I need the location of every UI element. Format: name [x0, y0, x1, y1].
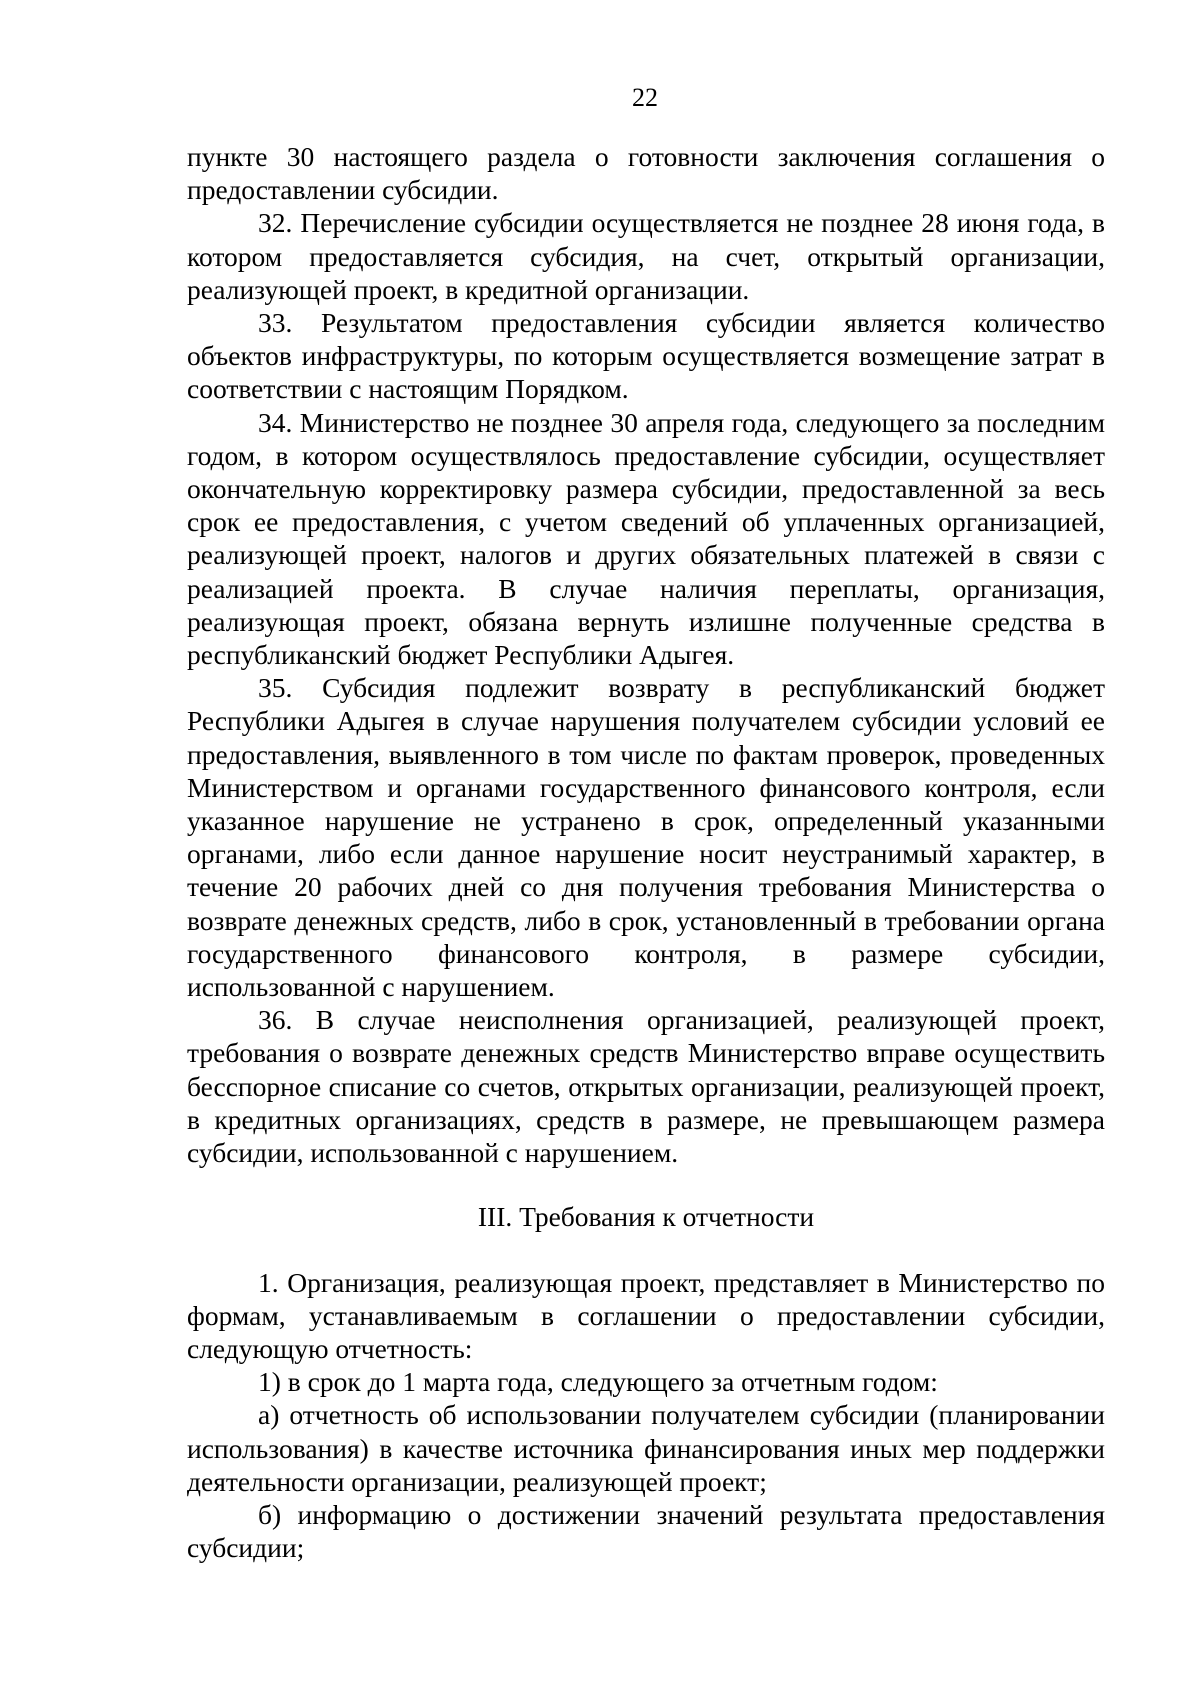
document-body: [187, 140, 1105, 1564]
section-heading: III. Требования к отчетности: [477, 1201, 815, 1233]
paragraph-31-continuation: пункте 30 настоящего раздела о готовности заключения соглашения о предоставлении субсидии.: [187, 141, 1105, 206]
section-paragraph-1-1-b: б) информацию о достижении значений результата предоставления субсидии;: [187, 1498, 1105, 1564]
paragraph-32: 32. Перечисление субсидии осуществляется не позднее 28 июня года, в котором предоставляется субсидия, на счет, открытый организации, реализующей проект, в кредитной организации.: [187, 207, 1105, 305]
section-paragraph-1-1: 1) в срок до 1 марта года, следующего за отчетным годом:: [258, 1366, 938, 1398]
section-paragraph-1: 1. Организация, реализующая проект, представляет в Министерство по формам, устанавливаемым в соглашении о предоставлении субсидии, следующую отчетность:: [187, 1266, 1105, 1364]
paragraph-35: 35. Субсидия подлежит возврату в республиканский бюджет Республики Адыгея в случае нарушения получателем субсидии условий ее предоставления, выявленного в том числе по фактам проверок, проведенных Министерством и органами государственного финансового контроля, если указанное нарушение не устранено в срок, определенный указанными органами, либо если данное нарушение носит неустранимый характер, в течение 20 рабочих дней со дня получения требования Министерства о возврате денежных средств, либо в срок, установленный в требовании органа государственного финансового контроля, в размере субсидии, использованной с нарушением.: [187, 672, 1105, 1003]
paragraph-34: 34. Министерство не позднее 30 апреля года, следующего за последним годом, в котором осуществлялось предоставление субсидии, осуществляет окончательную корректировку размера субсидии, предоставленной за весь срок ее предоставления, с учетом сведений об уплаченных организацией, реализующей проект, налогов и других обязательных платежей в связи с реализацией проекта. В случае наличия переплаты, организация, реализующая проект, обязана вернуть излишне полученные средства в республиканский бюджет Республики Адыгея.: [187, 406, 1105, 671]
paragraph-36: 36. В случае неисполнения организацией, реализующей проект, требования о возврате денежных средств Министерство вправе осуществить бесспорное списание со счетов, открытых организации, реализующей проект, в кредитных организациях, средств в размере, не превышающем размера субсидии, использованной с нарушением.: [187, 1004, 1105, 1169]
section-paragraph-1-1-a: а) отчетность об использовании получателем субсидии (планировании использования) в качестве источника финансирования иных мер поддержки деятельности организации, реализующей проект;: [187, 1399, 1105, 1497]
paragraph-33: 33. Результатом предоставления субсидии является количество объектов инфраструктуры, по которым осуществляется возмещение затрат в соответствии с настоящим Порядком.: [187, 307, 1105, 405]
page-number: 22: [632, 83, 658, 112]
